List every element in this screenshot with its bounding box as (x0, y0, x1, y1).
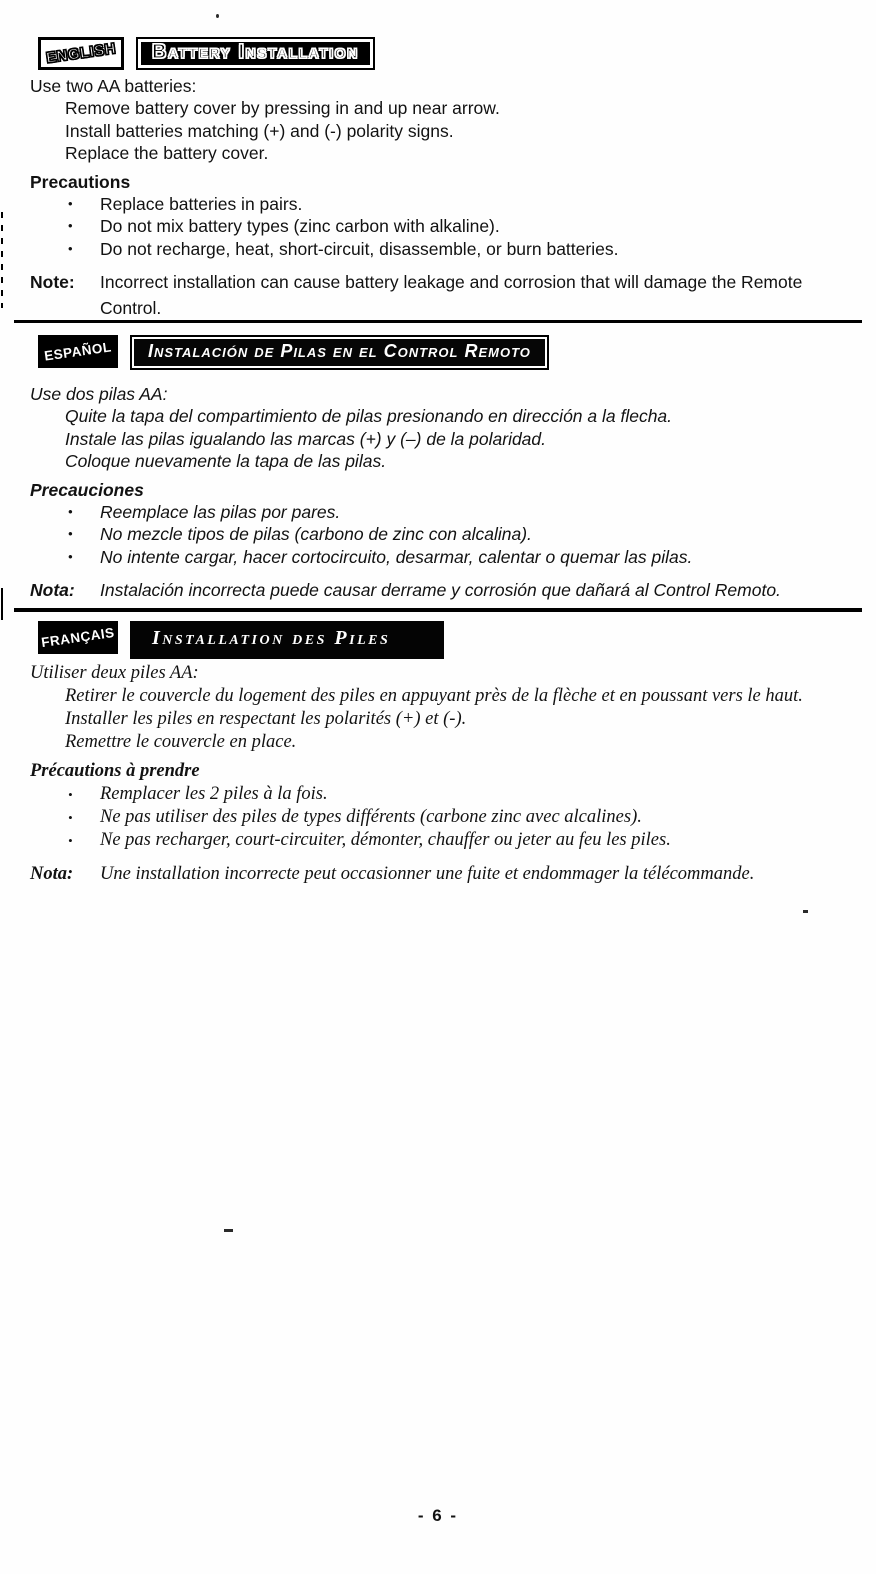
step-line: Coloque nuevamente la tapa de las pilas. (65, 451, 387, 472)
step-line: Remettre le couvercle en place. (65, 732, 297, 752)
scan-artifact (1, 212, 3, 308)
bullet-item (68, 238, 848, 260)
note-text: Instalación incorrecta puede causar derrame y corrosión que dañará al Control Remoto. (100, 580, 781, 601)
bullet-icon: • (68, 833, 73, 848)
bullet-icon: • (68, 240, 73, 256)
section-divider (14, 608, 862, 612)
section-title: Installation des Piles (152, 627, 391, 649)
language-badge-label: ESPAÑOL (43, 339, 113, 364)
bullet-text: Do not mix battery types (zinc carbon with alkaline). (100, 216, 500, 237)
bullet-item (68, 806, 848, 829)
bullet-item (68, 546, 848, 568)
section-divider (14, 320, 862, 323)
bullet-text: Reemplace las pilas por pares. (100, 502, 341, 523)
bullet-item (68, 501, 848, 523)
step-line: Remove battery cover by pressing in and up near arrow. (65, 98, 500, 119)
section-title: Instalación de Pilas en el Control Remoto (148, 341, 531, 361)
note-label: Nota: (30, 864, 74, 884)
bullet-icon: • (68, 218, 73, 234)
section-title: Battery Installation (152, 41, 359, 63)
spanish-header-row (38, 335, 549, 370)
bullet-item (68, 215, 848, 237)
step-line: Replace the battery cover. (65, 143, 269, 164)
step-line: Installer les piles en respectant les polarités (+) et (-). (65, 709, 467, 729)
note-text: Une installation incorrecte peut occasionner une fuite et endommager la télécommande. (100, 864, 755, 884)
intro-line: Use two AA batteries: (30, 76, 197, 96)
step-line: Install batteries matching (+) and (-) polarity signs. (65, 120, 454, 141)
note-label: Note: (30, 272, 75, 293)
step-line: Instale las pilas igualando las marcas (+) y (–) de la polaridad. (65, 428, 547, 449)
bullet-icon: • (68, 548, 73, 564)
bullet-icon: • (68, 787, 73, 802)
bullet-text: No intente cargar, hacer cortocircuito, desarmar, calentar o quemar las pilas. (100, 546, 693, 567)
section-body-espanol (30, 383, 848, 603)
bullet-text: Ne pas utiliser des piles de types différents (carbone zinc avec alcalines). (100, 807, 642, 827)
french-header-row (38, 621, 444, 659)
step-line: Quite la tapa del compartimiento de pilas presionando en dirección a la flecha. (65, 406, 673, 427)
scan-artifact (803, 910, 808, 913)
section-title-box-francais (130, 621, 444, 659)
bullet-item (68, 829, 848, 852)
bullet-icon: • (68, 526, 73, 542)
step-line: Retirer le couvercle du logement des piles en appuyant près de la flèche et en poussant vers le haut. (65, 686, 803, 706)
precautions-title: Précautions à prendre (30, 761, 200, 781)
page-number: - 6 - (417, 1506, 459, 1525)
section-body-english (30, 75, 848, 321)
section-body-francais (30, 662, 848, 887)
bullet-text: Ne pas recharger, court-circuiter, démonter, chauffer ou jeter au feu les piles. (100, 830, 671, 850)
scan-artifact (216, 14, 219, 18)
section-title-box-english (136, 37, 375, 70)
language-badge-label: FRANÇAIS (40, 624, 116, 651)
bullet-item (68, 783, 848, 806)
scan-artifact (1, 588, 3, 620)
language-badge-label: ENGLISH (45, 40, 117, 67)
note-text: Incorrect installation can cause battery leakage and corrosion that will damage the Remote Control. (100, 272, 803, 319)
bullet-text: Remplacer les 2 piles à la fois. (100, 784, 328, 804)
bullet-text: No mezcle tipos de pilas (carbono de zinc con alcalina). (100, 524, 532, 545)
note-row (30, 861, 848, 887)
language-badge-english (38, 37, 124, 70)
language-badge-espanol (38, 335, 118, 368)
intro-line: Utiliser deux piles AA: (30, 663, 199, 683)
note-row (30, 269, 848, 321)
intro-line: Use dos pilas AA: (30, 384, 168, 404)
bullet-icon: • (68, 810, 73, 825)
bullet-icon: • (68, 196, 73, 212)
english-header-row (38, 37, 375, 70)
note-label: Nota: (30, 580, 75, 601)
precautions-title: Precautions (30, 171, 131, 192)
note-row (30, 577, 848, 603)
bullet-text: Replace batteries in pairs. (100, 194, 303, 215)
bullet-item (68, 193, 848, 215)
bullet-icon: • (68, 504, 73, 520)
bullet-item (68, 523, 848, 545)
bullet-text: Do not recharge, heat, short-circuit, disassemble, or burn batteries. (100, 238, 619, 259)
language-badge-francais (38, 621, 118, 654)
scan-artifact (224, 1229, 233, 1232)
section-title-box-espanol (130, 335, 549, 370)
precautions-title: Precauciones (30, 479, 144, 500)
